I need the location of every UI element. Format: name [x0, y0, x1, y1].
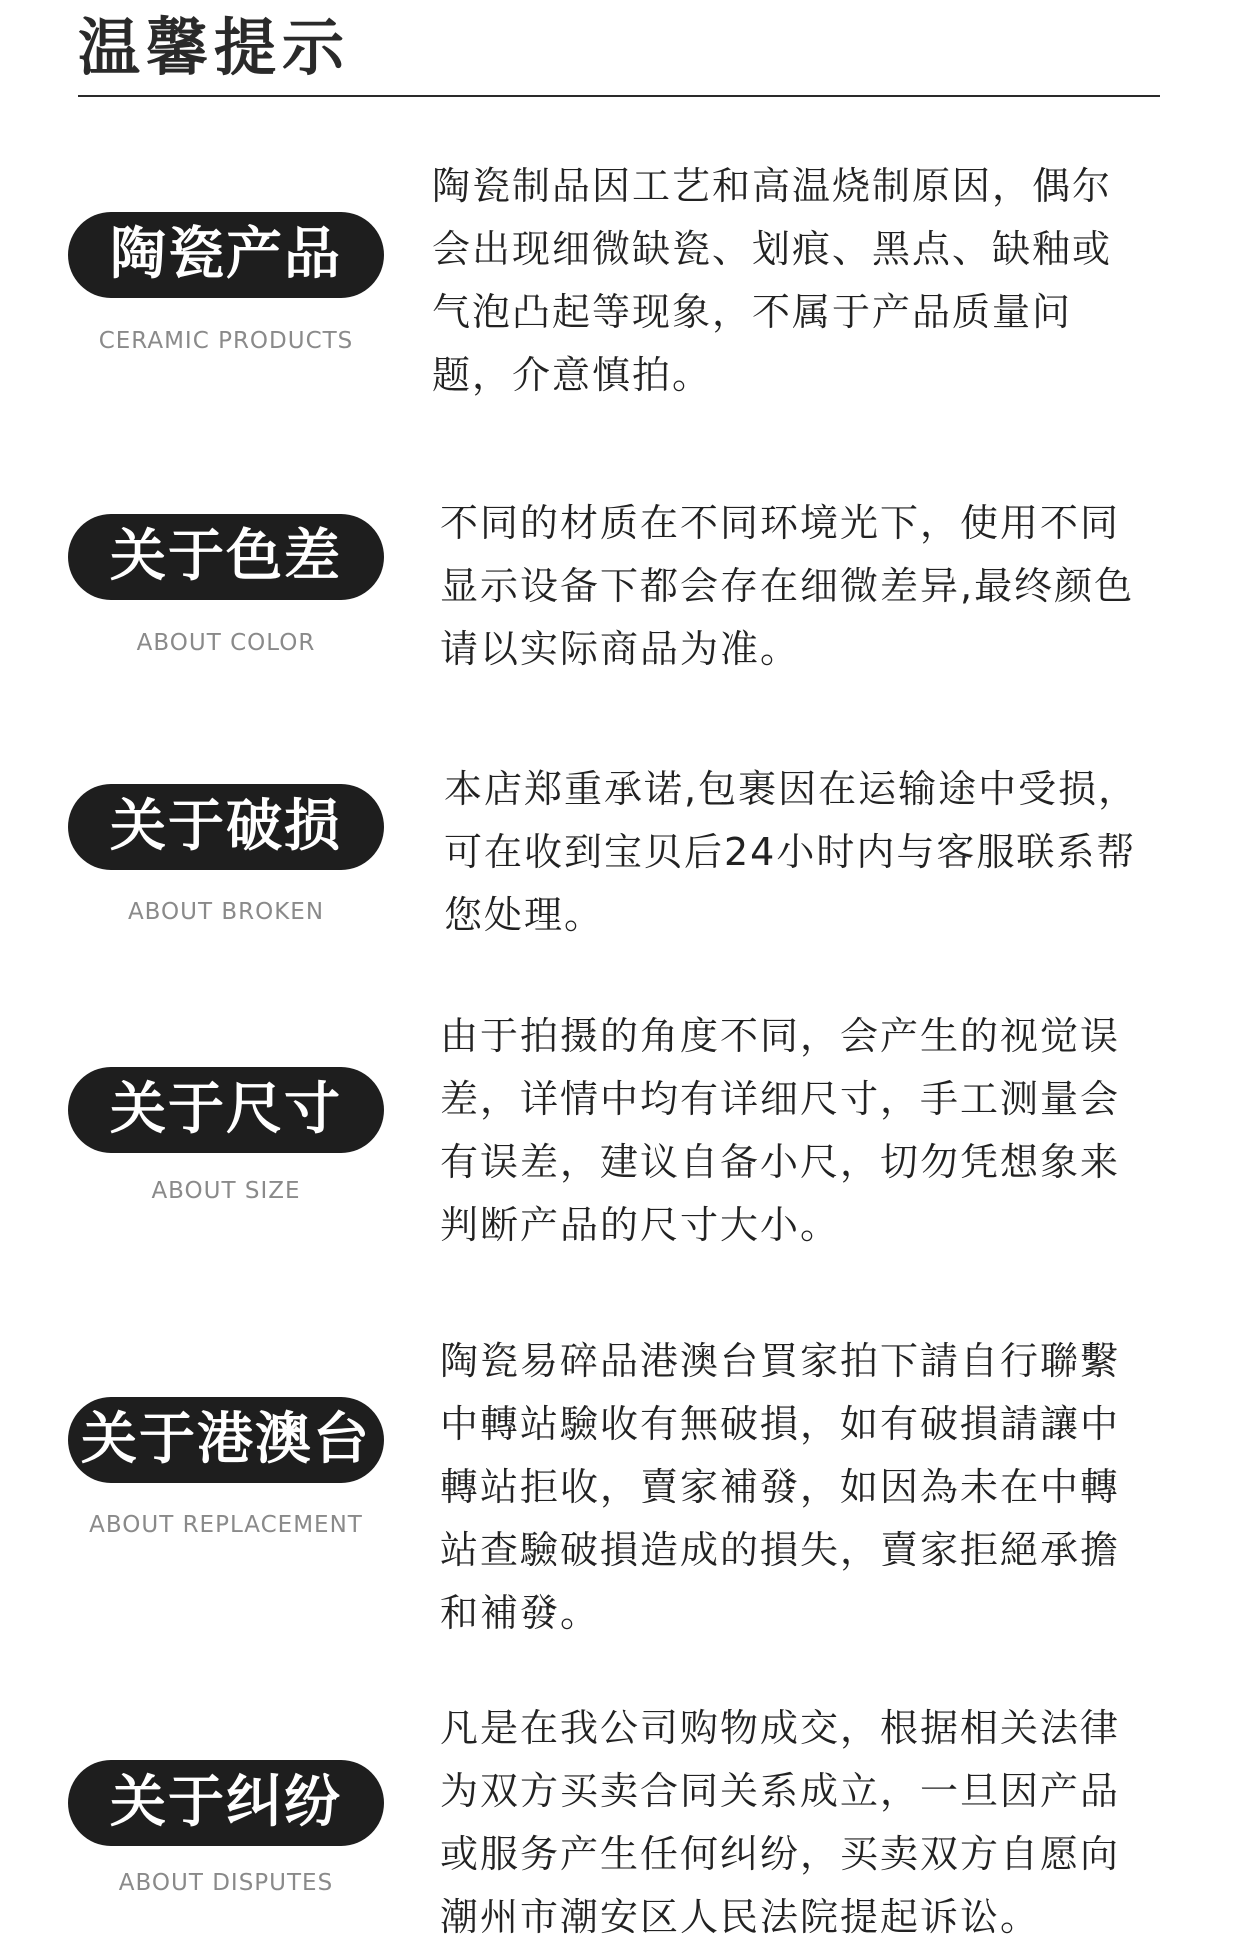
section-subtitle: CERAMIC PRODUCTS [98, 328, 354, 354]
section-subtitle: ABOUT DISPUTES [118, 1870, 334, 1896]
section-label-pill: 关于港澳台 [68, 1397, 384, 1483]
section-label-pill: 关于尺寸 [68, 1067, 384, 1153]
section-body-text: 陶瓷制品因工艺和高温烧制原因，偶尔会出现细微缺瓷、划痕、黑点、缺釉或气泡凸起等现象，不属于产品质量问题，介意慎拍。 [432, 164, 1113, 397]
section-body-text: 由于拍摄的角度不同，会产生的视觉误差，详情中均有详细尺寸，手工测量会有误差，建议自备小尺，切勿凭想象来判断产品的尺寸大小。 [440, 1014, 1121, 1247]
section-subtitle: ABOUT BROKEN [127, 899, 325, 925]
title-divider [78, 95, 1160, 97]
section-subtitle: ABOUT REPLACEMENT [89, 1512, 363, 1538]
section-label-pill: 关于纠纷 [68, 1760, 384, 1846]
section-label-pill: 关于色差 [68, 514, 384, 600]
page-title: 温馨提示 [78, 11, 351, 84]
section-subtitle: ABOUT SIZE [151, 1178, 301, 1204]
section-body-text: 陶瓷易碎品港澳台買家拍下請自行聯繫中轉站驗收有無破損，如有破損請讓中轉站拒收，賣家補發，如因為未在中轉站查驗破損造成的損失，賣家拒絕承擔和補發。 [440, 1339, 1121, 1635]
section-body-text: 凡是在我公司购物成交，根据相关法律为双方买卖合同关系成立，一旦因产品或服务产生任何纠纷，买卖双方自愿向潮州市潮安区人民法院提起诉讼。 [440, 1706, 1121, 1939]
section-body-text: 本店郑重承诺,包裹因在运输途中受损，可在收到宝贝后24小时内与客服联系帮您处理。 [444, 767, 1139, 937]
section-label-pill: 陶瓷产品 [68, 212, 384, 298]
section-body-text: 不同的材质在不同环境光下，使用不同显示设备下都会存在细微差异,最终颜色请以实际商品为准。 [440, 501, 1135, 671]
section-subtitle: ABOUT COLOR [136, 630, 316, 656]
section-label-pill: 关于破损 [68, 784, 384, 870]
